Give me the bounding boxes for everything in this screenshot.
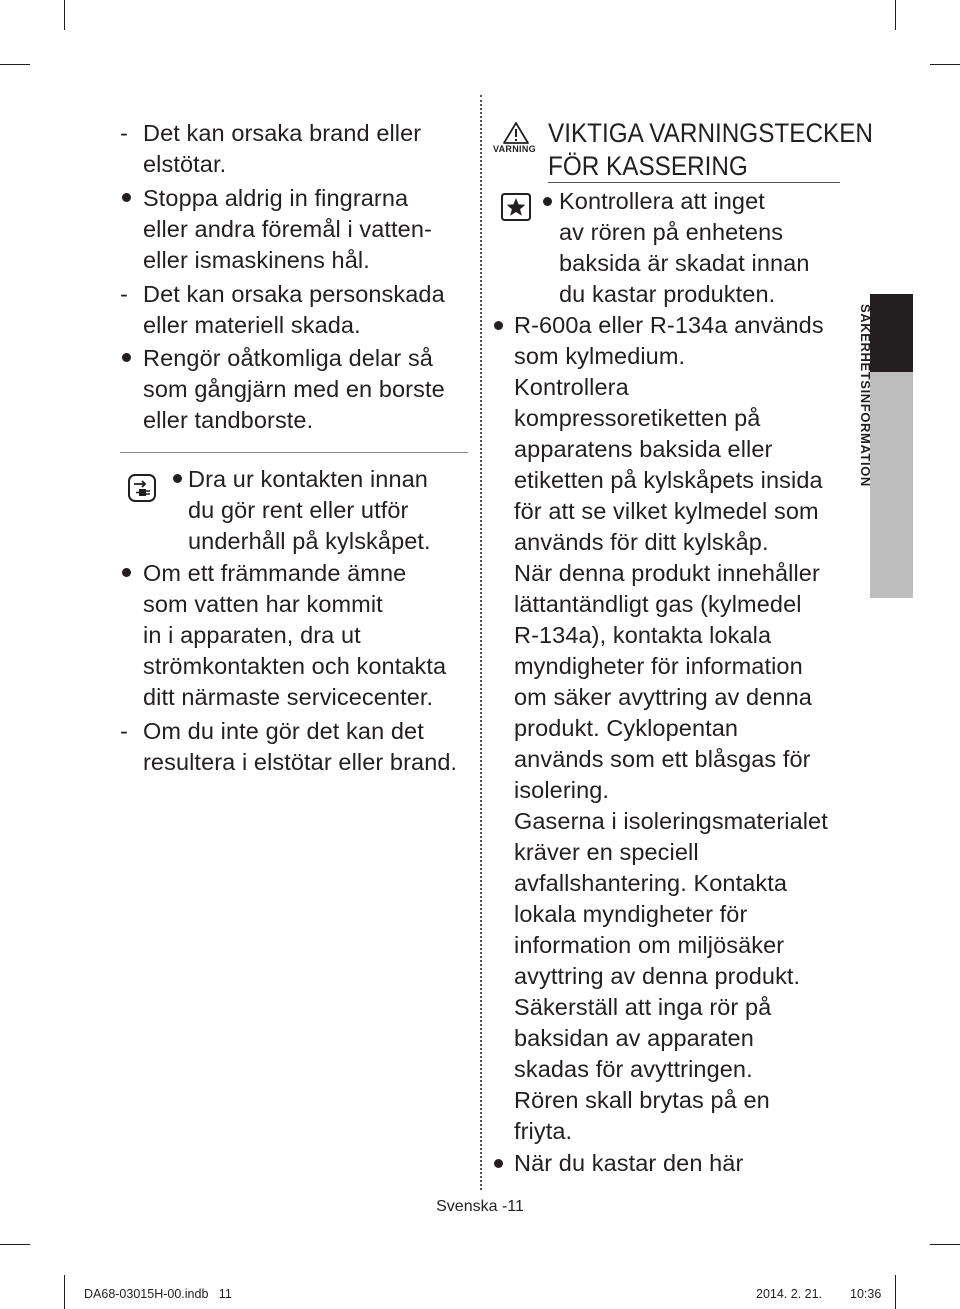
- text-line: produkt. Cyklopentan: [514, 715, 739, 741]
- page-number: Svenska -11: [436, 1198, 524, 1215]
- text-line: strömkontakten och kontakta: [143, 653, 447, 679]
- text-line: Det kan orsaka brand eller: [143, 120, 422, 146]
- text-line: skadas för avyttringen.: [514, 1056, 753, 1082]
- text-line: När du kastar den här: [514, 1150, 744, 1176]
- heading-underline: [548, 182, 840, 183]
- bullet-dot: [173, 474, 182, 483]
- text-line: apparatens baksida eller: [514, 436, 773, 462]
- file-name: DA68-03015H-00.indb 11: [84, 1287, 232, 1301]
- section-divider: [120, 452, 468, 453]
- crop-mark: [930, 64, 960, 65]
- print-time: 10:36: [850, 1287, 882, 1301]
- text-line: som gångjärn med en borste: [143, 376, 445, 402]
- text-line: underhåll på kylskåpet.: [188, 528, 431, 554]
- text-line: eller materiell skada.: [143, 312, 361, 338]
- text-line: R-600a eller R-134a används: [514, 312, 824, 338]
- text-line: Dra ur kontakten innan: [188, 466, 428, 492]
- bullet-dot: [122, 193, 131, 202]
- print-date: 2014. 2. 21.: [756, 1287, 823, 1301]
- text-line: av rören på enhetens: [559, 219, 784, 245]
- text-line: Det kan orsaka personskada: [143, 281, 445, 307]
- side-tab-marker: [870, 294, 913, 372]
- column-divider: [480, 95, 482, 1190]
- text-line: baksida är skadat innan: [559, 250, 810, 276]
- text-line: kräver en speciell: [514, 839, 699, 865]
- bullet-dot: [122, 568, 131, 577]
- warning-label: VARNING: [493, 144, 536, 154]
- text-line: information om miljösäker: [514, 932, 785, 958]
- section-heading: VIKTIGA VARNINGSTECKEN: [548, 118, 873, 148]
- important-star-icon: [501, 193, 531, 226]
- text-line: som vatten har kommit: [143, 591, 383, 617]
- text-line: Rengör oåtkomliga delar så: [143, 345, 433, 371]
- text-line: om säker avyttring av denna: [514, 684, 812, 710]
- text-line: används för ditt kylskåp.: [514, 529, 769, 555]
- crop-mark: [64, 0, 65, 30]
- bullet-dot: [122, 353, 131, 362]
- crop-mark: [895, 1275, 896, 1309]
- text-line: myndigheter för information: [514, 653, 803, 679]
- text-line: för att se vilket kylmedel som: [514, 498, 819, 524]
- text-line: Om ett främmande ämne: [143, 560, 407, 586]
- text-line: eller ismaskinens hål.: [143, 247, 370, 273]
- dash-marker: -: [120, 718, 128, 744]
- text-line: Rören skall brytas på en: [514, 1087, 770, 1113]
- crop-mark: [930, 1244, 960, 1245]
- dash-marker: -: [120, 281, 128, 307]
- text-line: avyttring av denna produkt.: [514, 963, 801, 989]
- crop-mark: [0, 1244, 30, 1245]
- dash-marker: -: [120, 120, 128, 146]
- text-line: baksidan av apparaten: [514, 1025, 754, 1051]
- text-line: lokala myndigheter för: [514, 901, 748, 927]
- text-line: ditt närmaste servicecenter.: [143, 684, 434, 710]
- text-line: används som ett blåsgas för: [514, 746, 811, 772]
- unplug-icon: [128, 474, 156, 507]
- text-line: etiketten på kylskåpets insida: [514, 467, 823, 493]
- side-tab-bar: [870, 372, 913, 598]
- text-line: avfallshantering. Kontakta: [514, 870, 788, 896]
- text-line: friyta.: [514, 1118, 573, 1144]
- text-line: lättantändligt gas (kylmedel: [514, 591, 802, 617]
- text-line: som kylmedium.: [514, 343, 686, 369]
- text-line: resultera i elstötar eller brand.: [143, 749, 458, 775]
- text-line: eller andra föremål i vatten-: [143, 216, 432, 242]
- side-tab-label: SÄKERHETSINFORMATION: [858, 304, 873, 487]
- text-line: kompressoretiketten på: [514, 405, 761, 431]
- text-line: elstötar.: [143, 151, 227, 177]
- bullet-dot: [494, 321, 503, 330]
- crop-mark: [0, 64, 30, 65]
- text-line: isolering.: [514, 777, 610, 803]
- text-line: Kontrollera att inget: [559, 188, 765, 214]
- text-line: in i apparaten, dra ut: [143, 622, 361, 648]
- text-line: R-134a), kontakta lokala: [514, 622, 772, 648]
- section-heading: FÖR KASSERING: [548, 151, 748, 181]
- text-line: Stoppa aldrig in fingrarna: [143, 185, 409, 211]
- text-line: Kontrollera: [514, 374, 629, 400]
- text-line: Gaserna i isoleringsmaterialet: [514, 808, 828, 834]
- text-line: När denna produkt innehåller: [514, 560, 820, 586]
- text-line: Säkerställ att inga rör på: [514, 994, 772, 1020]
- text-line: du kastar produkten.: [559, 281, 776, 307]
- text-line: du gör rent eller utför: [188, 497, 409, 523]
- crop-mark: [64, 1275, 65, 1309]
- crop-mark: [895, 0, 896, 30]
- text-line: eller tandborste.: [143, 407, 314, 433]
- bullet-dot: [543, 197, 552, 206]
- bullet-dot: [494, 1159, 503, 1168]
- text-line: Om du inte gör det kan det: [143, 718, 424, 744]
